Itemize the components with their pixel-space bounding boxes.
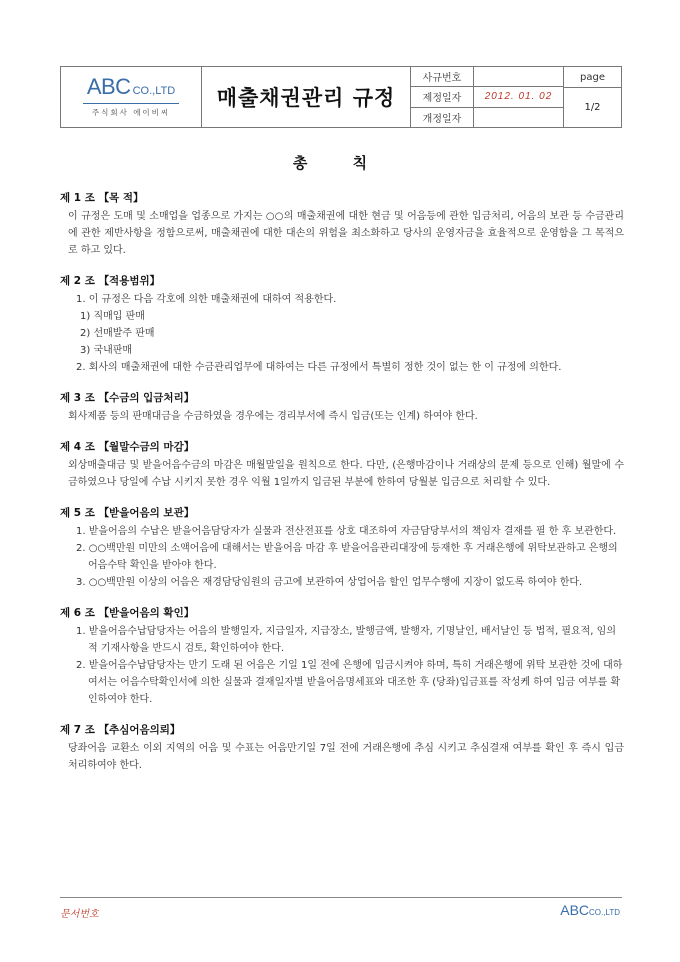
- article-number: 제 3 조: [60, 392, 95, 404]
- meta-row-enacted-date: [411, 87, 563, 107]
- article-label: 【받을어음의 보관】: [98, 507, 195, 519]
- logo-main-text: ABC: [86, 74, 131, 99]
- meta-row-rule-number: [411, 67, 563, 87]
- article-item: 2. 회사의 매출채권에 대한 수금관리업무에 대하여는 다른 규정에서 특별히 정한 것이 없는 한 이 규정에 의한다.: [76, 362, 562, 373]
- meta-key: 제정일자: [411, 87, 474, 106]
- footer-logo-suffix: CO.,LTD: [589, 908, 620, 917]
- article-subitem: 2) 선매발주 판매: [80, 328, 155, 339]
- document-number-label: 문서번호: [60, 909, 99, 920]
- article-label: 【목 적】: [98, 192, 144, 204]
- article-number: 제 7 조: [60, 724, 95, 736]
- article-subitem: 1) 직매입 판매: [80, 311, 145, 322]
- article-item: 1. 받을어음의 수납은 받을어음담당자가 실물과 전산전표를 상호 대조하여 자금담당부서의 책임자 결재를 필 한 후 보관한다.: [76, 526, 617, 537]
- logo-suffix-text: CO.,LTD: [132, 85, 176, 97]
- article-number: 제 1 조: [60, 192, 95, 204]
- document-title: 매출채권관리 규정: [202, 67, 411, 127]
- article: [60, 190, 624, 259]
- footer-logo-main: ABC: [560, 902, 590, 918]
- article-label: 【월말수금의 마감】: [98, 441, 195, 453]
- company-logo: [61, 67, 202, 127]
- article-item: 1. 받을어음수납담당자는 어음의 발행일자, 지급일자, 지급장소, 발행금액, 발행자, 기명날인, 배서날인 등 법적, 필요적, 임의적 기재사항을 반드시 검토, 확인하여야 한다.: [76, 626, 616, 654]
- meta-table: [411, 67, 564, 127]
- article-title: [60, 505, 624, 522]
- meta-key: 사규번호: [411, 67, 474, 86]
- article-title: [60, 722, 624, 739]
- section-title: 총 칙: [292, 154, 388, 172]
- page-label: page: [564, 67, 621, 88]
- article-label: 【받을어음의 확인】: [98, 607, 195, 619]
- article: [60, 273, 624, 376]
- article-paragraph: 당좌어음 교환소 이외 지역의 어음 및 수표는 어음만기일 7일 전에 거래은행에 추심 시키고 추심결재 여부를 확인 후 즉시 입금 처리하여야 한다.: [68, 743, 624, 771]
- article-title: [60, 605, 624, 622]
- article-number: 제 5 조: [60, 507, 95, 519]
- article-item: 3. ○○백만원 이상의 어음은 재경담당임원의 금고에 보관하여 상업어음 할인 업무수행에 지장이 없도록 하여야 한다.: [76, 577, 583, 588]
- page-cell: [564, 67, 621, 127]
- article: [60, 390, 624, 425]
- article-title: [60, 390, 624, 407]
- footer-divider: [60, 897, 622, 898]
- article-paragraph: 이 규정은 도매 및 소매업을 업종으로 가지는 ○○의 매출채권에 대한 현금 및 어음등에 관한 입금처리, 어음의 보관 등 수금관리에 관한 제반사항을 정함으로써, 매출채권에 대한 대손의 위험을 최소화하고 당사의 운영자금을 효율적으로 운영함을 그 목적으로 하고 있다.: [68, 211, 624, 256]
- article-number: 제 6 조: [60, 607, 95, 619]
- article-item: 2. ○○백만원 미만의 소액어음에 대해서는 받을어음 마감 후 받을어음관리대장에 등재한 후 거래은행에 위탁보관하고 은행의 어음수탁 확인을 받아야 한다.: [76, 543, 618, 571]
- footer-logo: [560, 902, 620, 918]
- article-paragraph: 외상매출대금 및 받을어음수금의 마감은 매월말일을 원칙으로 한다. 다만, (은행마감이나 거래상의 문제 등으로 인해) 월말에 수금하였으나 당일에 수납 시키지 못한 경우 익월 1일까지 입금된 부분에 한하여 당월분 입금으로 처리할 수 있다.: [68, 460, 624, 488]
- article-title: [60, 190, 624, 207]
- meta-key: 개정일자: [411, 108, 474, 127]
- article-item: 2. 받을어음수납담당자는 만기 도래 된 어음은 기일 1일 전에 은행에 입금시켜야 하며, 특히 거래은행에 위탁 보관한 것에 대하여서는 어음수탁확인서에 의한 실물과 결재일자별 받을어음명세표와 대조한 후 (당좌)입금표를 작성케 하여 입금 여부를 확인하여야 한다.: [76, 660, 623, 705]
- meta-value: [474, 108, 563, 127]
- article-item: 1. 이 규정은 다음 각호에 의한 매출채권에 대하여 적용한다.: [76, 294, 337, 305]
- article: [60, 439, 624, 491]
- document-body: [60, 190, 624, 788]
- article: [60, 722, 624, 774]
- logo-underline: [83, 103, 179, 104]
- article: [60, 505, 624, 591]
- article-label: 【적용범위】: [98, 275, 161, 287]
- article-title: [60, 273, 624, 290]
- article-title: [60, 439, 624, 456]
- article-number: 제 4 조: [60, 441, 95, 453]
- document-header: [60, 66, 622, 128]
- article-number: 제 2 조: [60, 275, 95, 287]
- page-number: 1/2: [584, 102, 601, 113]
- article-label: 【수금의 입금처리】: [98, 392, 195, 404]
- article-paragraph: 회사제품 등의 판매대금을 수금하였을 경우에는 경리부서에 즉시 입금(또는 인계) 하여야 한다.: [68, 411, 478, 422]
- meta-row-revised-date: [411, 108, 563, 127]
- article-label: 【추심어음의뢰】: [98, 724, 181, 736]
- meta-value: 2012. 01. 02: [484, 91, 553, 103]
- article: [60, 605, 624, 708]
- article-subitem: 3) 국내판매: [80, 345, 133, 356]
- meta-value: [474, 67, 563, 86]
- logo-subtitle: 주식회사 에이비씨: [91, 108, 171, 117]
